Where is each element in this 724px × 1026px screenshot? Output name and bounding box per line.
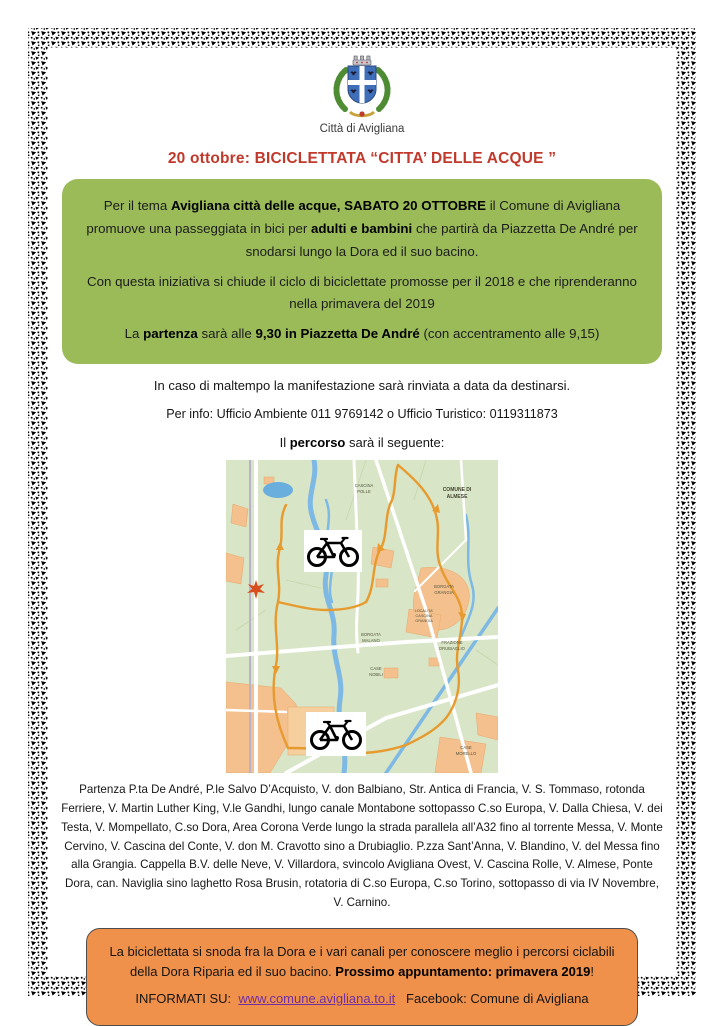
svg-text:ALMESE: ALMESE	[446, 494, 468, 501]
announcement-paragraph-3: La partenza sarà alle 9,30 in Piazzetta De André (con accentramento alle 9,15)	[124, 326, 600, 342]
route-intro: Il percorso sarà il seguente:	[279, 435, 445, 451]
page-title: 20 ottobre: BICICLETTATA “CITTA’ DELLE ACQUE ”	[167, 150, 557, 167]
svg-text:FRAZIONE: FRAZIONE	[441, 640, 463, 646]
svg-text:CASE: CASE	[460, 745, 472, 751]
svg-text:COMUNE DI: COMUNE DI	[442, 487, 472, 494]
announcement-paragraph-1: Per il tema Avigliana città delle acque, SABATO 20 OTTOBRE il Comune di Avigliana promuove una passeggiata in bici per adulti e bambini che partirà da Piazzetta De André per snodarsi lungo la Dora ed il suo bacino.	[86, 198, 638, 259]
svg-text:CASE: CASE	[370, 666, 382, 672]
route-map	[226, 460, 498, 773]
announcement-box	[62, 179, 662, 364]
footer-paragraph: La biciclettata si snoda fra la Dora e i vari canali per conoscere meglio i percorsi ciclabili della Dora Riparia ed il suo bacino. Prossimo appuntamento: primavera 2019!	[109, 943, 615, 980]
avigliana-coat-of-arms	[314, 54, 410, 122]
svg-text:DRUBIAGLIO: DRUBIAGLIO	[439, 646, 465, 652]
flyer-content	[48, 48, 676, 1026]
laurel-right	[378, 70, 388, 109]
crest-caption: Città di Avigliana	[319, 123, 405, 135]
shield-icon	[348, 66, 376, 103]
svg-text:GRANGIA: GRANGIA	[415, 619, 433, 624]
svg-text:CASCINA: CASCINA	[415, 614, 433, 619]
bicycle-icon	[304, 530, 362, 572]
svg-text:POLLE: POLLE	[357, 489, 371, 495]
weather-notice: In caso di maltempo la manifestazione sarà rinviata a data da destinarsi.	[153, 378, 571, 394]
website-link[interactable]: www.comune.avigliana.to.it	[238, 991, 396, 1007]
svg-text:CASCINA: CASCINA	[354, 483, 374, 489]
crown-icon	[353, 56, 371, 65]
footer-links-line: INFORMATI SU: www.comune.avigliana.to.it Facebook: Comune di Avigliana	[135, 991, 589, 1007]
svg-text:MORELLO: MORELLO	[455, 751, 477, 757]
ribbon-knot	[359, 111, 364, 116]
footer-box	[86, 928, 638, 1026]
announcement-paragraph-2: Con questa iniziativa si chiude il ciclo di biciclettate promosse per il 2018 e che riprenderanno nella primavera del 2019	[87, 273, 637, 312]
contact-info: Per info: Ufficio Ambiente 011 9769142 o Ufficio Turistico: 0119311873	[166, 407, 558, 422]
route-description: Partenza P.ta De André, P.le Salvo D’Acquisto, V. don Balbiano, Str. Antica di Francia, V. S. Tommaso, rotonda Ferriere, V. Martin Luther King, V.le Gandhi, lungo canale Montabone sottopasso C.so Europa, V. Dalla Chiesa, V. dei Testa, V. Mompellato, C.so Dora, Area Corona Verde lungo la strada parallela all’A32 fino al torrente Messa, V. Monte Cervino, V. Cascina del Conte, V. don M. Cravotto sino a Drubiaglio. P.zza Sant’Anna, V. Blandino, V. del Messa fino alla Grangia. Cappella B.V. delle Neve, V. Villardora, svincolo Avigliana Ovest, V. Cascina Rolle, V. Almese, Ponte Dora, can. Naviglia sino laghetto Rosa Brusin, rotatoria di C.so Europa, C.so Torino, sottopasso di via IV Novembre, V. Carnino.	[61, 783, 663, 909]
laurel-left	[336, 70, 346, 109]
svg-text:GRANGIA: GRANGIA	[434, 590, 454, 596]
svg-text:NOBILI: NOBILI	[369, 672, 383, 678]
svg-text:MALANO: MALANO	[362, 638, 380, 644]
svg-text:LOCALITA': LOCALITA'	[414, 609, 434, 614]
svg-text:BORGATA: BORGATA	[434, 584, 454, 590]
bicycle-icon	[306, 712, 366, 756]
svg-text:BORGATA: BORGATA	[361, 632, 381, 638]
